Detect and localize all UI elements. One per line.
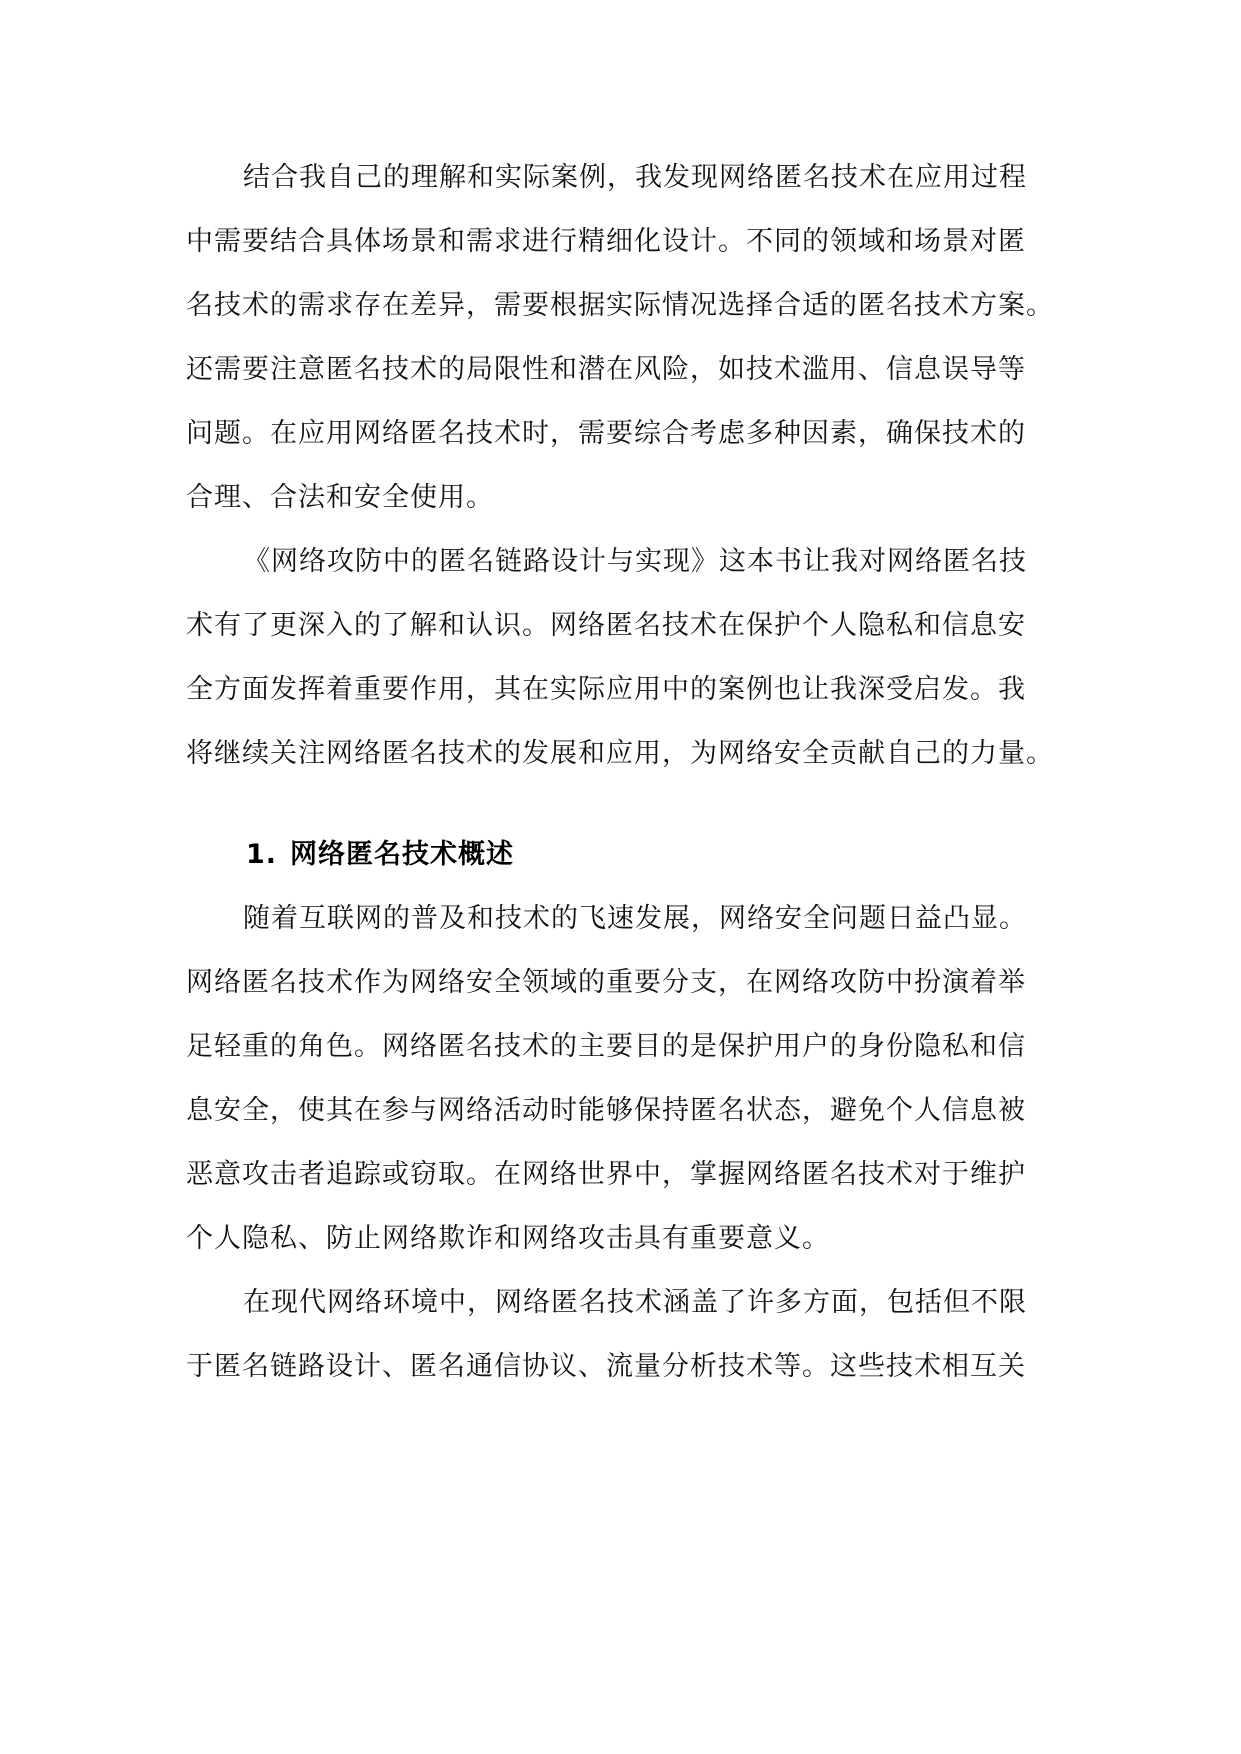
- section-number: 1.: [246, 839, 278, 870]
- text-line: 《网络攻防中的匿名链路设计与实现》这本书让我对网络匿名技: [243, 546, 1027, 577]
- text-line: 结合我自己的理解和实际案例，我发现网络匿名技术在应用过程: [243, 162, 1027, 193]
- text-line: 随着互联网的普及和技术的飞速发展，网络安全问题日益凸显。: [243, 903, 1027, 934]
- paragraph-book-review: [186, 530, 1066, 786]
- text-line: 术有了更深入的了解和认识。网络匿名技术在保护个人隐私和信息安: [186, 610, 1026, 641]
- section-title: 网络匿名技术概述: [290, 839, 514, 870]
- text-line: 中需要结合具体场景和需求进行精细化设计。不同的领域和场景对匿: [186, 226, 1026, 257]
- paragraph-modern-network: [186, 1271, 1066, 1399]
- paragraph-case-reflection: [186, 146, 1066, 530]
- section-heading: [186, 823, 1066, 887]
- text-line: 个人隐私、防止网络欺诈和网络攻击具有重要意义。: [186, 1223, 830, 1254]
- document-body: [186, 146, 1066, 1399]
- text-line: 息安全，使其在参与网络活动时能够保持匿名状态，避免个人信息被: [186, 1095, 1026, 1126]
- text-line: 将继续关注网络匿名技术的发展和应用，为网络安全贡献自己的力量。: [186, 738, 1054, 769]
- text-line: 全方面发挥着重要作用，其在实际应用中的案例也让我深受启发。我: [186, 674, 1026, 705]
- text-line: 足轻重的角色。网络匿名技术的主要目的是保护用户的身份隐私和信: [186, 1031, 1026, 1062]
- text-line: 问题。在应用网络匿名技术时，需要综合考虑多种因素，确保技术的: [186, 418, 1026, 449]
- text-line: 名技术的需求存在差异，需要根据实际情况选择合适的匿名技术方案。: [186, 290, 1054, 321]
- text-line: 还需要注意匿名技术的局限性和潜在风险，如技术滥用、信息误导等: [186, 354, 1026, 385]
- text-line: 于匿名链路设计、匿名通信协议、流量分析技术等。这些技术相互关: [186, 1351, 1026, 1382]
- text-line: 恶意攻击者追踪或窃取。在网络世界中，掌握网络匿名技术对于维护: [186, 1159, 1026, 1190]
- text-line: 合理、合法和安全使用。: [186, 482, 494, 513]
- paragraph-overview: [186, 887, 1066, 1271]
- text-line: 网络匿名技术作为网络安全领域的重要分支，在网络攻防中扮演着举: [186, 967, 1026, 998]
- text-line: 在现代网络环境中，网络匿名技术涵盖了许多方面，包括但不限: [243, 1287, 1027, 1318]
